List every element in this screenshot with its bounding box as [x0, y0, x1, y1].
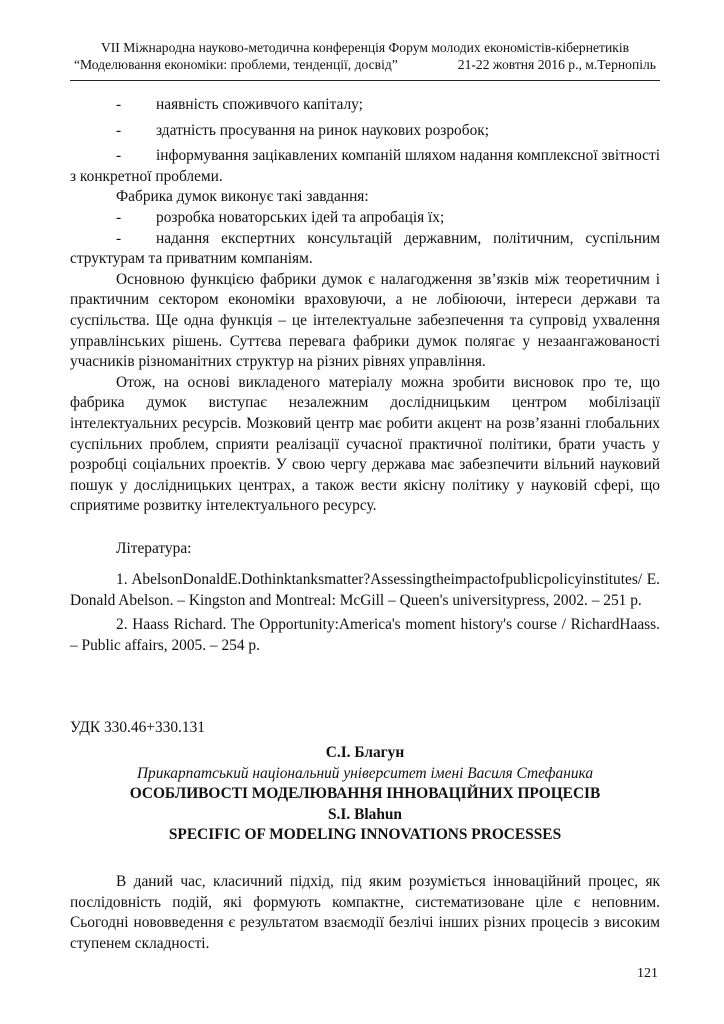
body-paragraph: Отож, на основі викладеного матеріалу можна зробити висновок про те, що фабрика думок виступає незалежним дослідницьким центром мобілізації інтелектуальних ресурсів. Мозковий центр має робити акцент на розв’язанні глобальних суспільних проблем, сприяти реалізації сучасної практичної політики, брати участь у розробці соціальних проектів. У свою чергу держава має забезпечити вільний науковий пошук у дослідницьких центрах, а також вести якісну політику у науковій сфері, що сприятиме розвитку інтелектуального ресурсу. [70, 373, 660, 515]
header-conference-line: VII Міжнародна науково-методична конференція Форум молодих економістів-кібернетиків [100, 40, 630, 55]
page-number: 121 [637, 966, 658, 981]
list-item-text: розробка новаторських ідей та апробація їх; [156, 208, 445, 226]
list-dash: - [116, 208, 122, 226]
list-item-text: надання експертних консультацій державним, політичним, суспільним структурам та приватним компаніям. [70, 229, 660, 268]
list-item-text: здатність просування на ринок наукових розробок; [156, 121, 490, 139]
spacer [70, 560, 660, 570]
article-author-en: S.I. Blahun [327, 805, 402, 823]
list-dash: - [116, 121, 122, 139]
list-dash: - [116, 229, 122, 247]
article-affiliation: Прикарпатський національний університет імені Василя Стефаника [136, 764, 594, 782]
running-header [70, 39, 660, 73]
article-title-en: SPECIFIC OF MODELING INNOVATIONS PROCESSES [168, 826, 562, 844]
list-item-text: інформування зацікавлених компаній шляхом надання комплексної звітності з конкретної проблеми. [70, 147, 660, 185]
reference-item: 1. AbelsonDonaldE.Dothinktanksmatter?Assessingtheimpactofpublicpolicyinstitutes/ E. Donald Abelson. – Kingston and Montreal: McGill – Queen's universitypress, 2002. – 251 p. [70, 571, 660, 609]
header-date-place: 21-22 жовтня 2016 р., м.Тернопіль [457, 57, 656, 72]
spacer [70, 656, 660, 718]
list-item [70, 95, 660, 116]
spacer [70, 846, 660, 872]
article-author-ua: С.І. Благун [325, 744, 405, 762]
list-item [70, 146, 660, 187]
header-theme-line [70, 56, 660, 73]
list-dash: - [116, 147, 122, 165]
list-dash: - [116, 96, 122, 113]
article-intro-paragraph: В даний час, класичний підхід, під яким розуміється інноваційний процес, як послідовність подій, які формують компактне, систематизоване ціле є неповним. Сьогодні нововведення є результатом взаємодії безлічі інших різних процесів з високим ступенем складності. [70, 873, 660, 952]
list-item [70, 208, 660, 229]
tasks-intro: Фабрика думок виконує такі завдання: [116, 188, 369, 206]
list-item [70, 121, 660, 142]
list-item-text: наявність споживчого капіталу; [156, 96, 363, 113]
spacer [70, 517, 660, 538]
header-divider [70, 80, 660, 81]
list-item [70, 229, 660, 270]
references-title: Література: [116, 540, 192, 558]
reference-item: 2. Haass Richard. The Opportunity:America's moment history's course / RichardHaass. – Public affairs, 2005. – 254 p. [70, 616, 660, 654]
body-paragraph: Основною функцією фабрики думок є налагодження зв’язків між теоретичним і практичним сектором економіки враховуючи, а не лобіюючи, інтереси держави та суспільства. Ще одна функція – це інтелектуальне забезпечення та супровід ухвалення управлінських рішень. Суттєва перевага фабрики думок полягає у незаангажованості учасників різноманітних структур на різних рівнях управління. [70, 270, 660, 371]
article-title-ua: ОСОБЛИВОСТІ МОДЕЛЮВАННЯ ІННОВАЦІЙНИХ ПРОЦЕСІВ [129, 785, 601, 803]
udk-code: УДК 330.46+330.131 [70, 719, 205, 737]
header-theme-title: “Моделювання економіки: проблеми, тенденції, досвід” [74, 57, 398, 72]
page-content [70, 95, 660, 954]
